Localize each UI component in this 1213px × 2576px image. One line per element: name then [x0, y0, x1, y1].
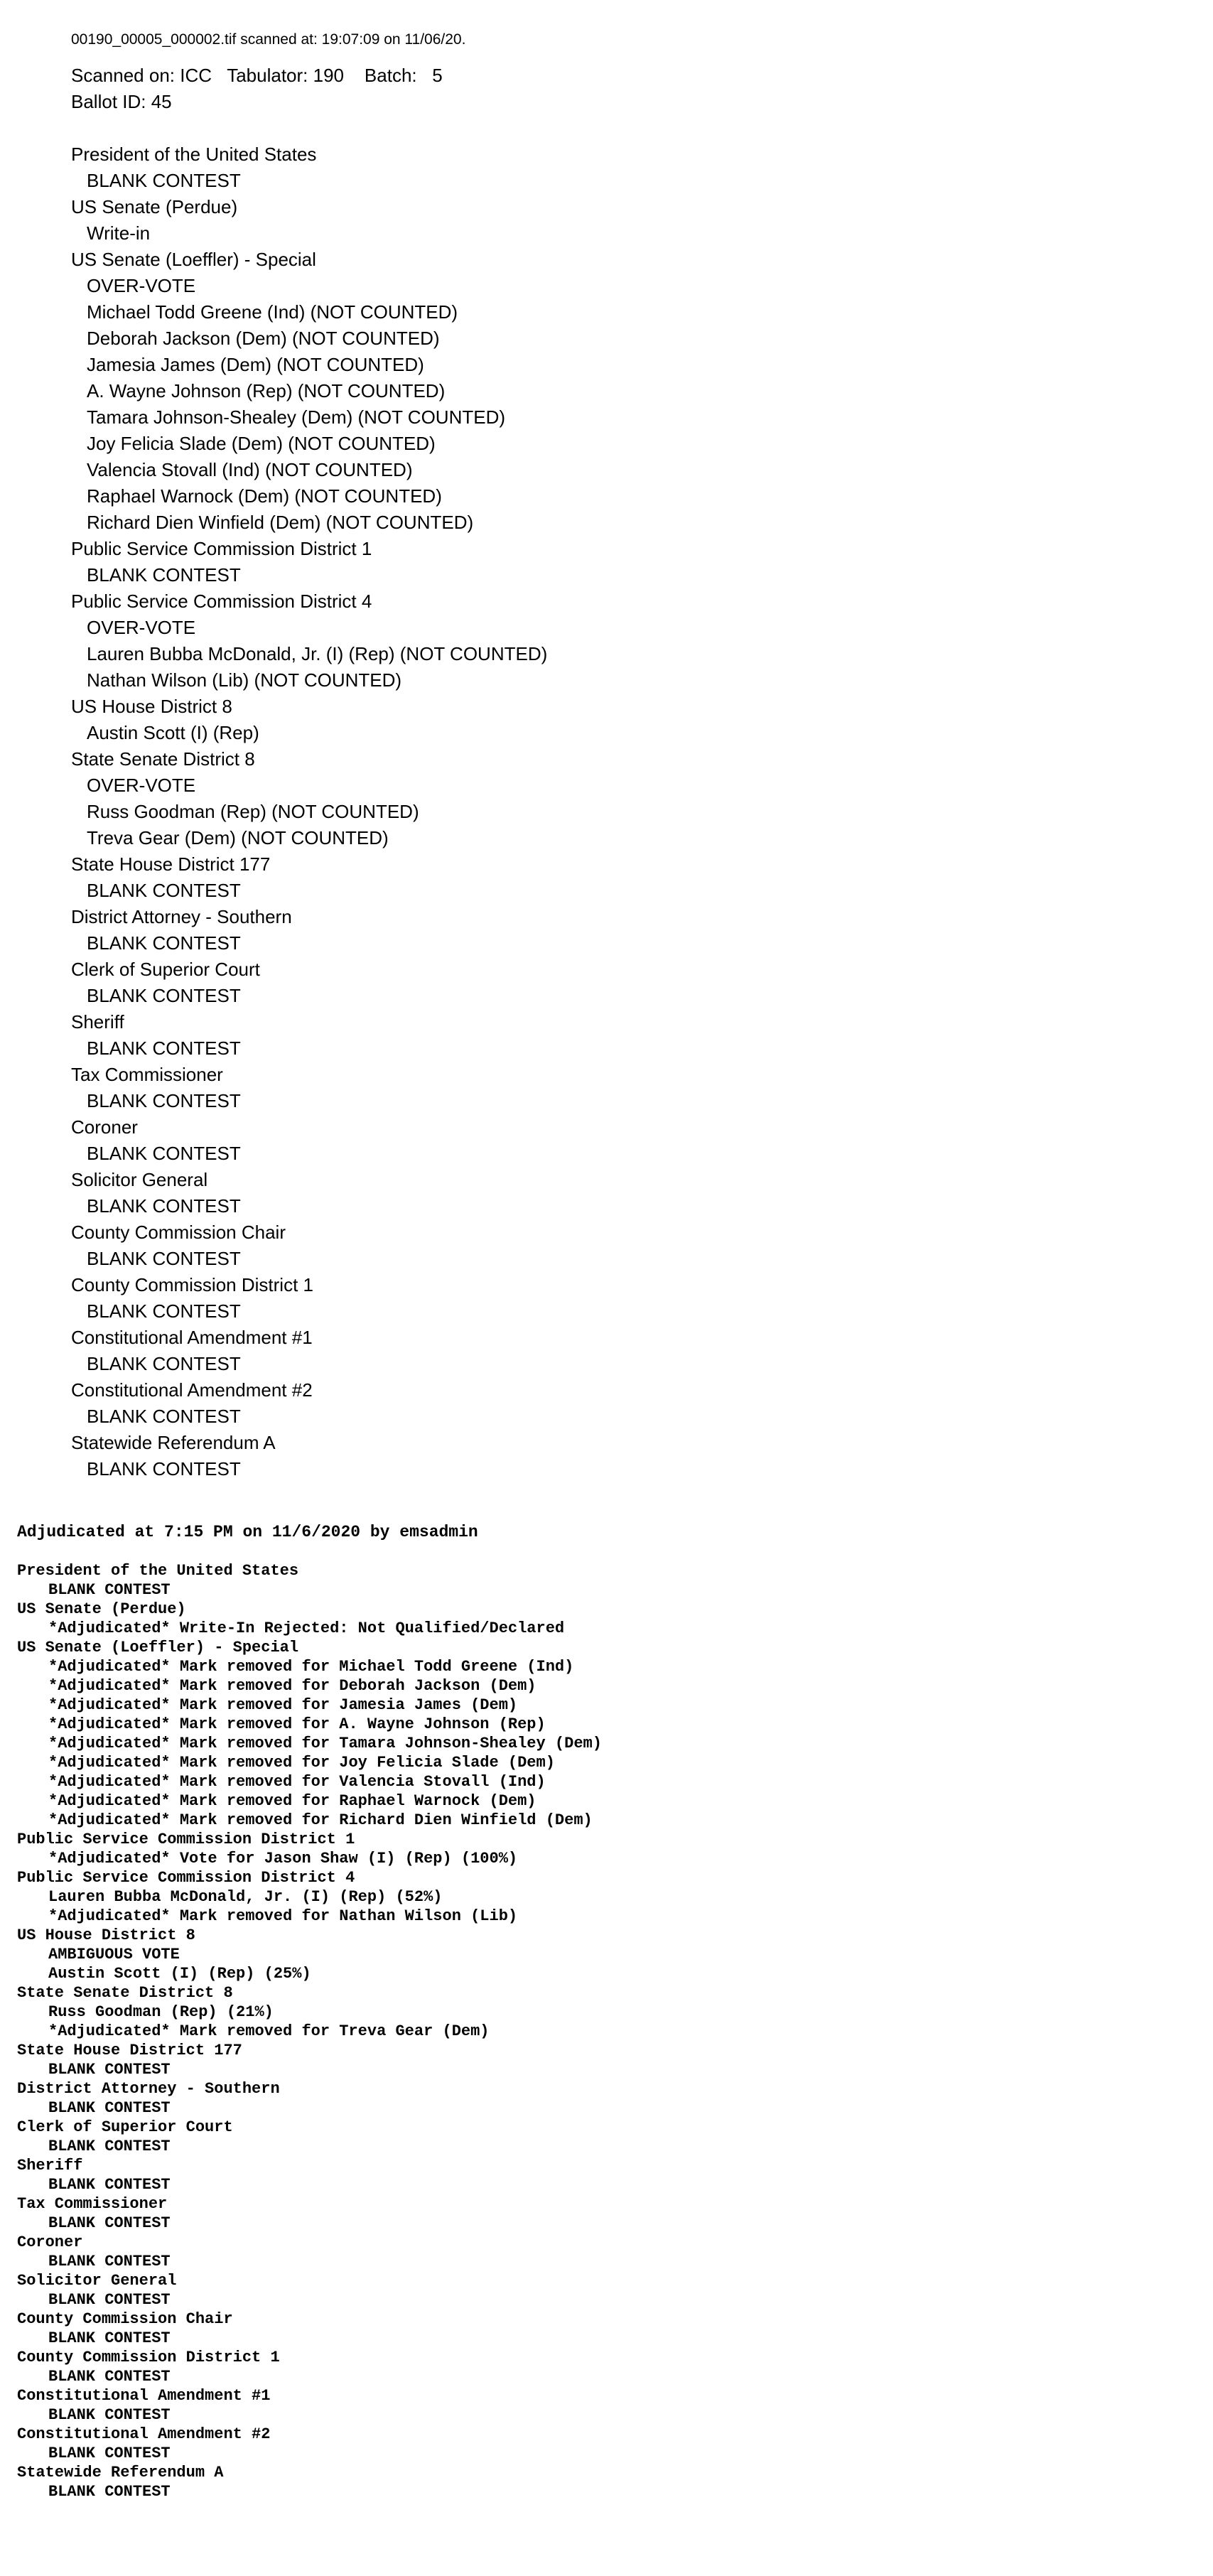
contest-title: Sheriff [17, 2157, 83, 2174]
contest-block [71, 536, 547, 588]
contest-block [17, 2425, 602, 2463]
contest-choice: BLANK CONTEST [48, 2368, 171, 2386]
contest-choice: Tamara Johnson-Shealey (Dem) (NOT COUNTED) [87, 406, 505, 428]
contest-block [71, 1114, 547, 1167]
contest-title: Clerk of Superior Court [71, 959, 260, 980]
contest-choice: *Adjudicated* Mark removed for Nathan Wilson (Lib) [48, 1907, 518, 1925]
contest-choice: *Adjudicated* Mark removed for Valencia Stovall (Ind) [48, 1773, 546, 1791]
adjudication-header: Adjudicated at 7:15 PM on 11/6/2020 by emsadmin [17, 1523, 478, 1541]
contest-title: County Commission District 1 [71, 1274, 313, 1295]
contest-choice: Russ Goodman (Rep) (NOT COUNTED) [87, 801, 419, 822]
contest-choice: BLANK CONTEST [48, 2176, 171, 2194]
contest-choice: A. Wayne Johnson (Rep) (NOT COUNTED) [87, 380, 446, 402]
contest-title: US House District 8 [17, 1926, 195, 1944]
contest-choice: Russ Goodman (Rep) (21%) [48, 2003, 274, 2021]
contest-title: Solicitor General [71, 1169, 208, 1190]
contest-choice: *Adjudicated* Mark removed for Deborah Jackson (Dem) [48, 1677, 537, 1695]
contest-title: Public Service Commission District 1 [71, 538, 372, 559]
contest-choice: Lauren Bubba McDonald, Jr. (I) (Rep) (NOT COUNTED) [87, 643, 548, 664]
adjudication-section [17, 1523, 602, 2501]
contest-block [71, 694, 547, 746]
contest-block [71, 746, 547, 851]
contest-choice: BLANK CONTEST [87, 1300, 241, 1322]
contest-choice: BLANK CONTEST [87, 1038, 241, 1059]
ballot-id: Ballot ID: 45 [71, 91, 172, 112]
contest-choice: BLANK CONTEST [48, 1581, 171, 1599]
contest-block [17, 1983, 602, 2041]
contest-title: Constitutional Amendment #2 [71, 1379, 313, 1401]
contest-choice: *Adjudicated* Vote for Jason Shaw (I) (Rep) (100%) [48, 1850, 518, 1868]
contest-title: Public Service Commission District 4 [71, 591, 372, 612]
contest-choice: BLANK CONTEST [48, 2253, 171, 2270]
contest-title: Tax Commissioner [17, 2195, 168, 2213]
contest-block [71, 1377, 547, 1430]
scan-file-header: 00190_00005_000002.tif scanned at: 19:07:09 on 11/06/20. [71, 31, 466, 48]
contest-title: State House District 177 [71, 853, 271, 875]
contest-block [71, 141, 547, 194]
contest-block [71, 588, 547, 694]
contest-choice: BLANK CONTEST [48, 2445, 171, 2462]
contest-choice: *Adjudicated* Mark removed for Tamara Johnson-Shealey (Dem) [48, 1735, 602, 1752]
contest-choice: Lauren Bubba McDonald, Jr. (I) (Rep) (52%) [48, 1888, 443, 1906]
contest-block [71, 956, 547, 1009]
contest-block [17, 2156, 602, 2194]
contest-choice: BLANK CONTEST [87, 880, 241, 901]
contest-choice: *Adjudicated* Mark removed for Raphael Warnock (Dem) [48, 1792, 537, 1810]
contest-title: County Commission Chair [17, 2310, 233, 2328]
scanned-on: Scanned on: ICC [71, 65, 212, 86]
contest-choice: *Adjudicated* Mark removed for Michael Todd Greene (Ind) [48, 1658, 574, 1676]
contest-block [71, 1325, 547, 1377]
contest-choice: BLANK CONTEST [48, 2406, 171, 2424]
contest-choice: BLANK CONTEST [48, 2291, 171, 2309]
contest-block [17, 1830, 602, 1868]
contest-block [17, 2271, 602, 2310]
contest-title: US Senate (Loeffler) - Special [71, 249, 316, 270]
contest-choice: Jamesia James (Dem) (NOT COUNTED) [87, 354, 424, 375]
contest-title: Public Service Commission District 4 [17, 1869, 355, 1887]
contest-choice: BLANK CONTEST [48, 2214, 171, 2232]
contest-block [71, 1272, 547, 1325]
contest-title: Constitutional Amendment #1 [71, 1327, 313, 1348]
contest-title: Sheriff [71, 1011, 124, 1033]
contest-block [17, 1638, 602, 1830]
contest-title: Solicitor General [17, 2272, 177, 2290]
contest-block [71, 904, 547, 956]
contest-choice: Write-in [87, 222, 151, 244]
contest-title: Clerk of Superior Court [17, 2118, 233, 2136]
contest-block [17, 2118, 602, 2156]
contest-block [17, 2348, 602, 2386]
contest-title: Coroner [17, 2233, 83, 2251]
contest-choice: BLANK CONTEST [87, 1406, 241, 1427]
contest-title: Tax Commissioner [71, 1064, 223, 1085]
contest-block [17, 2310, 602, 2348]
contest-choice: Raphael Warnock (Dem) (NOT COUNTED) [87, 485, 442, 507]
contest-block [17, 2194, 602, 2233]
contest-block [71, 1167, 547, 1219]
contest-choice: BLANK CONTEST [87, 1458, 241, 1480]
contest-title: State Senate District 8 [71, 748, 255, 770]
contest-title: US Senate (Loeffler) - Special [17, 1639, 299, 1656]
contest-block [17, 2463, 602, 2501]
batch: Batch: 5 [364, 65, 443, 86]
scan-section [71, 30, 547, 1482]
contest-choice: Austin Scott (I) (Rep) (25%) [48, 1965, 311, 1983]
contest-block [71, 247, 547, 536]
contest-choice: Nathan Wilson (Lib) (NOT COUNTED) [87, 669, 402, 691]
contest-choice: Valencia Stovall (Ind) (NOT COUNTED) [87, 459, 413, 480]
contest-block [17, 2041, 602, 2079]
contest-title: Coroner [71, 1116, 138, 1138]
contest-title: US Senate (Perdue) [71, 196, 238, 217]
contest-choice: BLANK CONTEST [87, 1353, 241, 1374]
contest-title: US Senate (Perdue) [17, 1600, 186, 1618]
contest-title: State House District 177 [17, 2042, 242, 2059]
contest-choice: *Adjudicated* Mark removed for Richard Dien Winfield (Dem) [48, 1811, 593, 1829]
tabulator: Tabulator: 190 [227, 65, 345, 86]
scan-contest-list [71, 141, 547, 1482]
contest-choice: OVER-VOTE [87, 775, 196, 796]
contest-block [71, 1009, 547, 1062]
contest-choice: *Adjudicated* Mark removed for Joy Felicia Slade (Dem) [48, 1754, 555, 1772]
contest-title: President of the United States [71, 144, 317, 165]
contest-choice: *Adjudicated* Mark removed for A. Wayne Johnson (Rep) [48, 1715, 546, 1733]
contest-choice: Joy Felicia Slade (Dem) (NOT COUNTED) [87, 433, 436, 454]
contest-block [17, 2079, 602, 2118]
contest-choice: Treva Gear (Dem) (NOT COUNTED) [87, 827, 389, 848]
contest-title: US House District 8 [71, 696, 232, 717]
contest-block [71, 1062, 547, 1114]
scan-meta-line [71, 63, 547, 89]
contest-block [17, 2386, 602, 2425]
contest-title: State Senate District 8 [17, 1984, 233, 2002]
contest-choice: AMBIGUOUS VOTE [48, 1946, 180, 1963]
contest-choice: BLANK CONTEST [48, 2061, 171, 2079]
contest-choice: OVER-VOTE [87, 275, 196, 296]
contest-title: District Attorney - Southern [17, 2080, 280, 2098]
contest-choice: BLANK CONTEST [87, 1143, 241, 1164]
contest-choice: BLANK CONTEST [87, 932, 241, 954]
contest-choice: Richard Dien Winfield (Dem) (NOT COUNTED) [87, 512, 474, 533]
contest-choice: Deborah Jackson (Dem) (NOT COUNTED) [87, 328, 440, 349]
contest-choice: BLANK CONTEST [48, 2329, 171, 2347]
contest-choice: OVER-VOTE [87, 617, 196, 638]
contest-block [17, 1868, 602, 1926]
contest-choice: *Adjudicated* Mark removed for Treva Gear (Dem) [48, 2022, 490, 2040]
contest-title: County Commission Chair [71, 1222, 286, 1243]
contest-choice: BLANK CONTEST [87, 1090, 241, 1111]
contest-block [17, 1600, 602, 1638]
adjudication-contest-list [17, 1561, 602, 2501]
contest-block [17, 1561, 602, 1600]
contest-title: Constitutional Amendment #1 [17, 2387, 271, 2405]
contest-choice: BLANK CONTEST [48, 2138, 171, 2155]
contest-title: Constitutional Amendment #2 [17, 2425, 271, 2443]
contest-choice: *Adjudicated* Mark removed for Jamesia James (Dem) [48, 1696, 518, 1714]
contest-title: District Attorney - Southern [71, 906, 292, 927]
contest-title: Statewide Referendum A [17, 2464, 224, 2481]
contest-title: President of the United States [17, 1562, 299, 1580]
contest-block [17, 1926, 602, 1983]
contest-choice: BLANK CONTEST [48, 2483, 171, 2501]
contest-title: Statewide Referendum A [71, 1432, 276, 1453]
contest-choice: BLANK CONTEST [87, 985, 241, 1006]
contest-choice: BLANK CONTEST [87, 1195, 241, 1217]
contest-choice: BLANK CONTEST [48, 2099, 171, 2117]
contest-block [71, 1219, 547, 1272]
contest-choice: BLANK CONTEST [87, 1248, 241, 1269]
contest-block [17, 2233, 602, 2271]
contest-choice: BLANK CONTEST [87, 170, 241, 191]
contest-block [71, 1430, 547, 1482]
contest-choice: BLANK CONTEST [87, 564, 241, 586]
contest-choice: Austin Scott (I) (Rep) [87, 722, 259, 743]
contest-choice: Michael Todd Greene (Ind) (NOT COUNTED) [87, 301, 458, 323]
contest-block [71, 194, 547, 247]
contest-choice: *Adjudicated* Write-In Rejected: Not Qualified/Declared [48, 1620, 565, 1637]
contest-title: County Commission District 1 [17, 2349, 280, 2366]
contest-block [71, 851, 547, 904]
contest-title: Public Service Commission District 1 [17, 1831, 355, 1848]
spacer [71, 115, 547, 141]
